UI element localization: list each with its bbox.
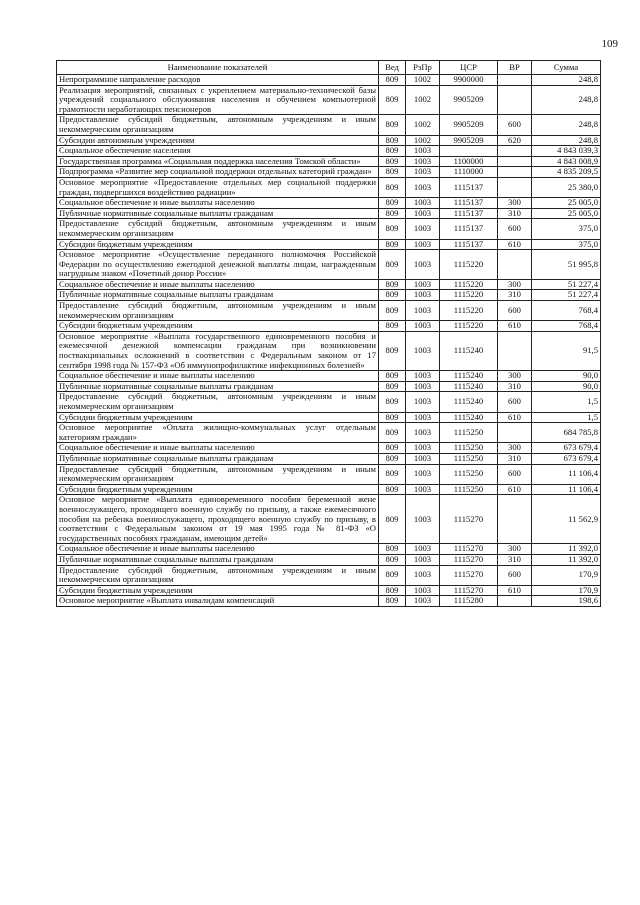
cell-rzpr: 1003 (406, 321, 440, 332)
cell-csr: 1115250 (440, 453, 498, 464)
cell-csr: 1115270 (440, 544, 498, 555)
table-row (57, 495, 601, 544)
table-row (57, 198, 601, 209)
cell-name: Публичные нормативные социальные выплаты гражданам (57, 554, 379, 565)
table-row (57, 177, 601, 197)
cell-name: Субсидии бюджетным учреждениям (57, 239, 379, 250)
cell-vr (498, 167, 532, 178)
cell-name: Субсидии бюджетным учреждениям (57, 484, 379, 495)
table-row (57, 464, 601, 484)
cell-ved: 809 (379, 115, 406, 135)
cell-vr: 600 (498, 301, 532, 321)
cell-rzpr: 1003 (406, 301, 440, 321)
cell-ved: 809 (379, 301, 406, 321)
cell-name: Социальное обеспечение и иные выплаты населению (57, 279, 379, 290)
cell-rzpr: 1003 (406, 177, 440, 197)
cell-vr: 310 (498, 381, 532, 392)
cell-name: Государственная программа «Социальная поддержка населения Томской области» (57, 156, 379, 167)
cell-ved: 809 (379, 423, 406, 443)
cell-vr (498, 85, 532, 115)
cell-rzpr: 1003 (406, 371, 440, 382)
table-row (57, 75, 601, 86)
cell-ved: 809 (379, 464, 406, 484)
cell-sum: 248,8 (532, 85, 601, 115)
cell-rzpr: 1003 (406, 596, 440, 607)
cell-vr (498, 596, 532, 607)
cell-vr: 310 (498, 554, 532, 565)
cell-ved: 809 (379, 290, 406, 301)
cell-vr: 310 (498, 208, 532, 219)
column-header-sum: Сумма (532, 61, 601, 75)
cell-rzpr: 1002 (406, 115, 440, 135)
cell-csr: 1115220 (440, 290, 498, 301)
cell-vr: 600 (498, 219, 532, 239)
cell-name: Основное мероприятие «Выплата инвалидам компенсаций (57, 596, 379, 607)
column-header-vr: ВР (498, 61, 532, 75)
cell-vr: 610 (498, 585, 532, 596)
table-row (57, 156, 601, 167)
table-row (57, 585, 601, 596)
cell-name: Основное мероприятие «Осуществление переданного полномочия Российской Федерации по осуществлению ежегодной денежной выплаты лицам, награжденным нагрудным знаком «Почетный донор России» (57, 250, 379, 280)
cell-rzpr: 1003 (406, 219, 440, 239)
cell-sum: 170,9 (532, 565, 601, 585)
cell-ved: 809 (379, 219, 406, 239)
cell-csr: 1110000 (440, 167, 498, 178)
cell-sum: 11 392,0 (532, 544, 601, 555)
cell-ved: 809 (379, 135, 406, 146)
table-header-row (57, 61, 601, 75)
cell-ved: 809 (379, 208, 406, 219)
table-row (57, 484, 601, 495)
cell-sum: 11 562,9 (532, 495, 601, 544)
cell-sum: 248,8 (532, 135, 601, 146)
cell-sum: 768,4 (532, 301, 601, 321)
cell-csr: 1115220 (440, 301, 498, 321)
cell-name: Предоставление субсидий бюджетным, автономным учреждениям и иным некоммерческим организациям (57, 565, 379, 585)
cell-ved: 809 (379, 146, 406, 157)
cell-sum: 684 785,8 (532, 423, 601, 443)
cell-rzpr: 1003 (406, 484, 440, 495)
cell-sum: 90,0 (532, 371, 601, 382)
table-row (57, 371, 601, 382)
cell-csr: 1115270 (440, 495, 498, 544)
table-row (57, 250, 601, 280)
cell-vr (498, 146, 532, 157)
cell-ved: 809 (379, 381, 406, 392)
cell-csr (440, 146, 498, 157)
table-row (57, 146, 601, 157)
cell-csr: 1115250 (440, 443, 498, 454)
cell-sum: 25 005,0 (532, 198, 601, 209)
cell-name: Предоставление субсидий бюджетным, автономным учреждениям и иным некоммерческим организациям (57, 301, 379, 321)
cell-ved: 809 (379, 85, 406, 115)
column-header-rzpr: РзПр (406, 61, 440, 75)
cell-ved: 809 (379, 544, 406, 555)
cell-sum: 25 380,0 (532, 177, 601, 197)
cell-rzpr: 1003 (406, 392, 440, 412)
cell-rzpr: 1003 (406, 146, 440, 157)
cell-ved: 809 (379, 596, 406, 607)
cell-ved: 809 (379, 239, 406, 250)
cell-sum: 375,0 (532, 219, 601, 239)
cell-rzpr: 1003 (406, 239, 440, 250)
cell-name: Основное мероприятие «Выплата единовременного пособия беременной жене военнослужащего, проходящего военную службу по призыву, а также ежемесячного пособия на ребенка военнослужащего, проходящего военную службу по призыву, в соответствии с Федеральным законом от 19 мая 1995 года № 81-ФЗ «О государственных пособиях гражданам, имеющим детей» (57, 495, 379, 544)
cell-ved: 809 (379, 554, 406, 565)
cell-csr: 9905209 (440, 135, 498, 146)
cell-sum: 248,8 (532, 75, 601, 86)
cell-sum: 51 995,8 (532, 250, 601, 280)
cell-sum: 4 843 008,9 (532, 156, 601, 167)
cell-csr: 1115220 (440, 279, 498, 290)
cell-name: Социальное обеспечение и иные выплаты населению (57, 544, 379, 555)
cell-name: Предоставление субсидий бюджетным, автономным учреждениям и иным некоммерческим организациям (57, 219, 379, 239)
cell-csr: 1115240 (440, 331, 498, 370)
cell-ved: 809 (379, 75, 406, 86)
table-row (57, 115, 601, 135)
table-row (57, 331, 601, 370)
cell-csr: 1115137 (440, 198, 498, 209)
cell-name: Основное мероприятие «Оплата жилищно-коммунальных услуг отдельным категориям граждан» (57, 423, 379, 443)
cell-sum: 375,0 (532, 239, 601, 250)
cell-vr: 600 (498, 464, 532, 484)
column-header-ved: Вед (379, 61, 406, 75)
cell-sum: 248,8 (532, 115, 601, 135)
cell-vr: 610 (498, 321, 532, 332)
table-row (57, 596, 601, 607)
cell-ved: 809 (379, 585, 406, 596)
cell-ved: 809 (379, 198, 406, 209)
table-row (57, 453, 601, 464)
cell-name: Субсидии автономным учреждениям (57, 135, 379, 146)
cell-csr: 1115240 (440, 412, 498, 423)
cell-csr: 9905209 (440, 115, 498, 135)
cell-rzpr: 1003 (406, 565, 440, 585)
cell-ved: 809 (379, 321, 406, 332)
table-row (57, 392, 601, 412)
cell-csr: 1115240 (440, 392, 498, 412)
cell-ved: 809 (379, 279, 406, 290)
cell-ved: 809 (379, 167, 406, 178)
cell-vr: 610 (498, 412, 532, 423)
cell-name: Субсидии бюджетным учреждениям (57, 412, 379, 423)
cell-sum: 11 106,4 (532, 484, 601, 495)
cell-csr: 1115137 (440, 208, 498, 219)
cell-csr: 1115270 (440, 554, 498, 565)
cell-sum: 25 005,0 (532, 208, 601, 219)
table-row (57, 219, 601, 239)
cell-rzpr: 1003 (406, 443, 440, 454)
cell-name: Субсидии бюджетным учреждениям (57, 321, 379, 332)
cell-sum: 91,5 (532, 331, 601, 370)
cell-vr (498, 250, 532, 280)
cell-ved: 809 (379, 392, 406, 412)
table-row (57, 321, 601, 332)
cell-ved: 809 (379, 565, 406, 585)
cell-rzpr: 1002 (406, 85, 440, 115)
column-header-name: Наименование показателей (57, 61, 379, 75)
cell-vr: 600 (498, 565, 532, 585)
table-row (57, 423, 601, 443)
table-row (57, 208, 601, 219)
cell-vr: 310 (498, 290, 532, 301)
cell-csr: 9905209 (440, 85, 498, 115)
cell-rzpr: 1003 (406, 279, 440, 290)
cell-rzpr: 1003 (406, 453, 440, 464)
cell-name: Социальное обеспечение и иные выплаты населению (57, 198, 379, 209)
cell-name: Предоставление субсидий бюджетным, автономным учреждениям и иным некоммерческим организациям (57, 464, 379, 484)
cell-csr: 1115137 (440, 239, 498, 250)
cell-vr: 300 (498, 544, 532, 555)
cell-csr: 1115270 (440, 565, 498, 585)
cell-vr: 300 (498, 279, 532, 290)
table-row (57, 544, 601, 555)
cell-ved: 809 (379, 156, 406, 167)
cell-sum: 198,6 (532, 596, 601, 607)
cell-name: Предоставление субсидий бюджетным, автономным учреждениям и иным некоммерческим организациям (57, 392, 379, 412)
cell-rzpr: 1003 (406, 208, 440, 219)
cell-vr: 310 (498, 453, 532, 464)
cell-rzpr: 1003 (406, 464, 440, 484)
cell-ved: 809 (379, 177, 406, 197)
cell-vr (498, 156, 532, 167)
table-row (57, 239, 601, 250)
cell-name: Субсидии бюджетным учреждениям (57, 585, 379, 596)
table-row (57, 167, 601, 178)
cell-sum: 673 679,4 (532, 443, 601, 454)
cell-vr (498, 331, 532, 370)
cell-rzpr: 1003 (406, 585, 440, 596)
cell-sum: 4 835 209,5 (532, 167, 601, 178)
table-row (57, 381, 601, 392)
cell-vr: 620 (498, 135, 532, 146)
cell-name: Основное мероприятие «Предоставление отдельных мер социальной поддержки граждан, подвергшихся воздействию радиации» (57, 177, 379, 197)
table-row (57, 565, 601, 585)
cell-csr: 1115280 (440, 596, 498, 607)
cell-csr: 1115250 (440, 484, 498, 495)
cell-rzpr: 1003 (406, 412, 440, 423)
cell-rzpr: 1003 (406, 198, 440, 209)
table-row (57, 412, 601, 423)
table-row (57, 279, 601, 290)
cell-ved: 809 (379, 371, 406, 382)
cell-name: Публичные нормативные социальные выплаты гражданам (57, 208, 379, 219)
cell-name: Публичные нормативные социальные выплаты гражданам (57, 381, 379, 392)
cell-vr: 600 (498, 392, 532, 412)
cell-rzpr: 1003 (406, 250, 440, 280)
table-row (57, 85, 601, 115)
cell-sum: 11 392,0 (532, 554, 601, 565)
cell-name: Публичные нормативные социальные выплаты гражданам (57, 290, 379, 301)
table-row (57, 443, 601, 454)
cell-vr: 610 (498, 484, 532, 495)
table-body (57, 75, 601, 607)
cell-vr (498, 177, 532, 197)
cell-vr: 610 (498, 239, 532, 250)
cell-ved: 809 (379, 495, 406, 544)
cell-name: Социальное обеспечение и иные выплаты населению (57, 443, 379, 454)
cell-name: Социальное обеспечение и иные выплаты населению (57, 371, 379, 382)
cell-vr: 300 (498, 443, 532, 454)
cell-vr (498, 495, 532, 544)
cell-rzpr: 1003 (406, 423, 440, 443)
cell-name: Подпрограмма «Развитие мер социальной поддержки отдельных категорий граждан» (57, 167, 379, 178)
cell-csr: 1115240 (440, 381, 498, 392)
cell-name: Реализация мероприятий, связанных с укреплением материально-технической базы учреждений социального обслуживания населения и обучением компьютерной грамотности неработающих пенсионеров (57, 85, 379, 115)
cell-sum: 51 227,4 (532, 290, 601, 301)
cell-csr: 1115220 (440, 250, 498, 280)
cell-name: Социальное обеспечение населения (57, 146, 379, 157)
cell-rzpr: 1003 (406, 167, 440, 178)
cell-rzpr: 1003 (406, 554, 440, 565)
cell-csr: 1115270 (440, 585, 498, 596)
table-row (57, 301, 601, 321)
cell-name: Предоставление субсидий бюджетным, автономным учреждениям и иным некоммерческим организациям (57, 115, 379, 135)
cell-csr: 1115220 (440, 321, 498, 332)
cell-csr: 1115137 (440, 219, 498, 239)
cell-csr: 1115137 (440, 177, 498, 197)
cell-csr: 1115250 (440, 464, 498, 484)
cell-vr: 300 (498, 198, 532, 209)
cell-sum: 1,5 (532, 412, 601, 423)
cell-sum: 51 227,4 (532, 279, 601, 290)
cell-csr: 1115240 (440, 371, 498, 382)
cell-vr (498, 423, 532, 443)
cell-sum: 1,5 (532, 392, 601, 412)
cell-vr: 300 (498, 371, 532, 382)
cell-name: Основное мероприятие «Выплата государственного единовременного пособия и ежемесячной денежной компенсации гражданам при возникновении поствакцинальных осложнений в соответствии с Федеральным законом от 17 сентября 1998 года № 157-ФЗ «Об иммунопрофилактике инфекционных болезней» (57, 331, 379, 370)
cell-rzpr: 1002 (406, 75, 440, 86)
table-row (57, 290, 601, 301)
cell-ved: 809 (379, 331, 406, 370)
cell-csr: 1100000 (440, 156, 498, 167)
cell-sum: 768,4 (532, 321, 601, 332)
cell-vr (498, 75, 532, 86)
cell-ved: 809 (379, 412, 406, 423)
cell-rzpr: 1003 (406, 381, 440, 392)
cell-ved: 809 (379, 443, 406, 454)
cell-rzpr: 1003 (406, 156, 440, 167)
cell-sum: 11 106,4 (532, 464, 601, 484)
cell-rzpr: 1003 (406, 331, 440, 370)
cell-name: Непрограммное направление расходов (57, 75, 379, 86)
cell-ved: 809 (379, 250, 406, 280)
cell-sum: 4 843 039,3 (532, 146, 601, 157)
cell-csr: 1115250 (440, 423, 498, 443)
cell-ved: 809 (379, 453, 406, 464)
table-row (57, 135, 601, 146)
cell-rzpr: 1003 (406, 495, 440, 544)
table-row (57, 554, 601, 565)
page-number: 109 (601, 38, 618, 50)
cell-ved: 809 (379, 484, 406, 495)
cell-sum: 170,9 (532, 585, 601, 596)
budget-table (56, 60, 601, 607)
cell-rzpr: 1003 (406, 290, 440, 301)
cell-rzpr: 1002 (406, 135, 440, 146)
column-header-csr: ЦСР (440, 61, 498, 75)
cell-sum: 90,0 (532, 381, 601, 392)
cell-vr: 600 (498, 115, 532, 135)
cell-rzpr: 1003 (406, 544, 440, 555)
cell-name: Публичные нормативные социальные выплаты гражданам (57, 453, 379, 464)
cell-csr: 9900000 (440, 75, 498, 86)
cell-sum: 673 679,4 (532, 453, 601, 464)
